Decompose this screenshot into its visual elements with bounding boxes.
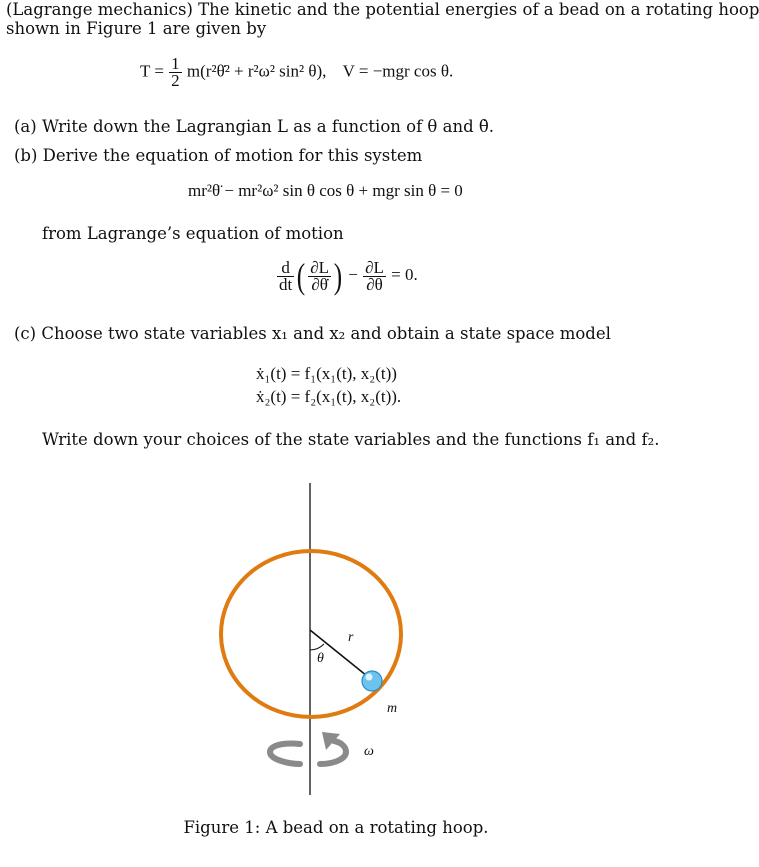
part-c-text: (c) Choose two state variables x₁ and x₂ and obtain a state space model [14,324,611,343]
intro-line-1: (Lagrange mechanics) The kinetic and the potential energies of a bead on a rotating hoop [6,0,759,19]
half-denominator: 2 [171,71,180,90]
state-equation-2: ẋ₂(t) = f₂(x₁(t), x₂(t)). [256,387,402,406]
d-numerator: d [277,260,294,277]
theta-label: θ [317,651,324,666]
radius-label: r [348,630,354,645]
bead-highlight [366,674,373,681]
write-down-text: Write down your choices of the state variables and the functions f₁ and f₂. [42,430,660,449]
half-numerator: 1 [171,54,180,73]
hoop [221,551,401,717]
left-paren: ( [297,256,306,296]
minus-sign: − [348,264,358,284]
rotation-arrow-front [320,741,346,764]
equation-of-motion: mr²θ̈ − mr²ω² sin θ cos θ + mgr sin θ = 0 [188,181,463,200]
dthetadot-denominator: ∂θ̇ [311,274,328,294]
rotation-arrow-back [270,743,300,764]
kinetic-rhs: m(r²θ̇² + r²ω² sin² θ), [186,61,327,81]
figure-caption: Figure 1: A bead on a rotating hoop. [183,818,489,837]
omega-label: ω [364,744,374,759]
bead [362,671,382,691]
right-paren: ) [333,256,343,296]
dL-numerator: ∂L [310,257,330,277]
kinetic-lhs: T = [140,61,164,81]
part-b-text: (b) Derive the equation of motion for this system [14,146,423,165]
dt-denominator: dt [279,274,293,294]
dtheta-denominator: ∂θ [366,274,383,294]
potential-energy: V = −mgr cos θ. [342,61,454,81]
intro-line-2: shown in Figure 1 are given by [6,19,267,38]
state-equation-1: ẋ₁(t) = f₁(x₁(t), x₂(t)) [256,364,397,383]
equals-zero: = 0. [391,264,418,284]
mass-label: m [387,701,398,716]
theta-angle-arc [310,644,324,650]
part-a-text: (a) Write down the Lagrangian L as a function of θ and θ̇. [14,117,495,136]
from-lagrange-text: from Lagrange’s equation of motion [42,224,344,243]
dL2-numerator: ∂L [365,257,384,277]
